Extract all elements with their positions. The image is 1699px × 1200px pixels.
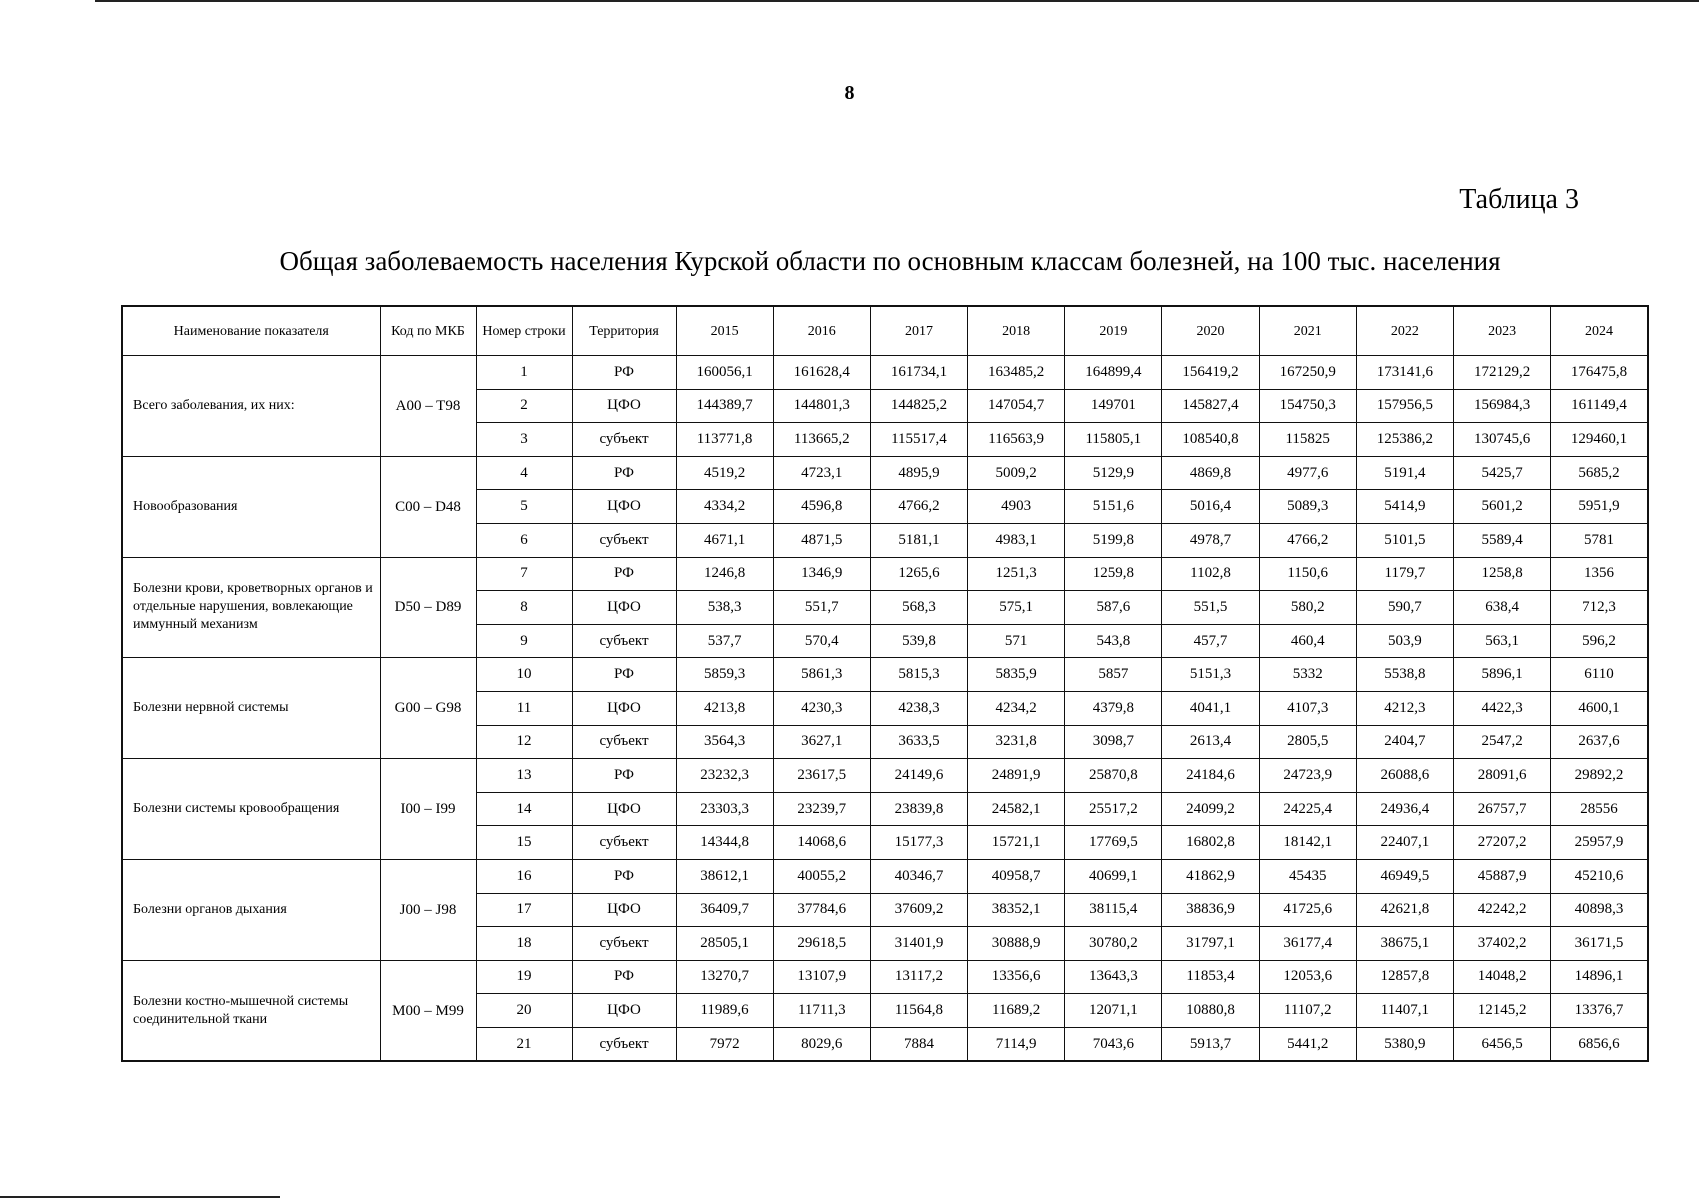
value-cell: 5332	[1259, 658, 1356, 692]
value-cell: 130745,6	[1454, 423, 1551, 457]
value-cell: 40346,7	[870, 859, 967, 893]
value-cell: 4213,8	[676, 691, 773, 725]
row-number: 6	[476, 523, 572, 557]
value-cell: 4983,1	[968, 523, 1065, 557]
value-cell: 17769,5	[1065, 826, 1162, 860]
value-cell: 28556	[1551, 792, 1648, 826]
value-cell: 29892,2	[1551, 759, 1648, 793]
value-cell: 1150,6	[1259, 557, 1356, 591]
header-year: 2015	[676, 306, 773, 356]
table-row	[122, 960, 1648, 994]
value-cell: 5896,1	[1454, 658, 1551, 692]
value-cell: 45210,6	[1551, 859, 1648, 893]
value-cell: 7884	[870, 1027, 967, 1061]
table-body	[122, 356, 1648, 1062]
value-cell: 537,7	[676, 624, 773, 658]
value-cell: 4723,1	[773, 456, 870, 490]
value-cell: 1356	[1551, 557, 1648, 591]
row-number: 14	[476, 792, 572, 826]
icd-code: J00 – J98	[380, 859, 476, 960]
value-cell: 5414,9	[1356, 490, 1453, 524]
value-cell: 36177,4	[1259, 927, 1356, 961]
row-number: 7	[476, 557, 572, 591]
header-territory: Территория	[572, 306, 676, 356]
indicator-name: Болезни органов дыхания	[122, 859, 380, 960]
value-cell: 12071,1	[1065, 994, 1162, 1028]
value-cell: 40958,7	[968, 859, 1065, 893]
value-cell: 28091,6	[1454, 759, 1551, 793]
value-cell: 115825	[1259, 423, 1356, 457]
value-cell: 538,3	[676, 591, 773, 625]
row-number: 9	[476, 624, 572, 658]
value-cell: 144801,3	[773, 389, 870, 423]
icd-code: G00 – G98	[380, 658, 476, 759]
territory: ЦФО	[572, 994, 676, 1028]
value-cell: 116563,9	[968, 423, 1065, 457]
scan-edge-bottom	[0, 1196, 280, 1198]
value-cell: 38836,9	[1162, 893, 1259, 927]
value-cell: 5601,2	[1454, 490, 1551, 524]
indicator-name: Болезни крови, кроветворных органов и отдельные нарушения, вовлекающие иммунный механизм	[122, 557, 380, 658]
value-cell: 712,3	[1551, 591, 1648, 625]
header-year: 2018	[968, 306, 1065, 356]
row-number: 19	[476, 960, 572, 994]
value-cell: 149701	[1065, 389, 1162, 423]
value-cell: 147054,7	[968, 389, 1065, 423]
value-cell: 4334,2	[676, 490, 773, 524]
value-cell: 45887,9	[1454, 859, 1551, 893]
value-cell: 29618,5	[773, 927, 870, 961]
value-cell: 36409,7	[676, 893, 773, 927]
table-row	[122, 859, 1648, 893]
table-row	[122, 456, 1648, 490]
value-cell: 1251,3	[968, 557, 1065, 591]
value-cell: 11711,3	[773, 994, 870, 1028]
table-row	[122, 658, 1648, 692]
value-cell: 161628,4	[773, 356, 870, 390]
value-cell: 3231,8	[968, 725, 1065, 759]
value-cell: 539,8	[870, 624, 967, 658]
value-cell: 5151,6	[1065, 490, 1162, 524]
value-cell: 4422,3	[1454, 691, 1551, 725]
value-cell: 4869,8	[1162, 456, 1259, 490]
indicator-name: Болезни нервной системы	[122, 658, 380, 759]
value-cell: 5815,3	[870, 658, 967, 692]
value-cell: 4041,1	[1162, 691, 1259, 725]
territory: ЦФО	[572, 792, 676, 826]
value-cell: 38612,1	[676, 859, 773, 893]
value-cell: 18142,1	[1259, 826, 1356, 860]
value-cell: 25517,2	[1065, 792, 1162, 826]
value-cell: 4379,8	[1065, 691, 1162, 725]
value-cell: 24225,4	[1259, 792, 1356, 826]
value-cell: 5441,2	[1259, 1027, 1356, 1061]
row-number: 2	[476, 389, 572, 423]
value-cell: 4212,3	[1356, 691, 1453, 725]
value-cell: 15177,3	[870, 826, 967, 860]
row-number: 1	[476, 356, 572, 390]
value-cell: 38115,4	[1065, 893, 1162, 927]
value-cell: 161149,4	[1551, 389, 1648, 423]
value-cell: 37784,6	[773, 893, 870, 927]
value-cell: 5861,3	[773, 658, 870, 692]
value-cell: 7043,6	[1065, 1027, 1162, 1061]
row-number: 18	[476, 927, 572, 961]
value-cell: 596,2	[1551, 624, 1648, 658]
territory: ЦФО	[572, 490, 676, 524]
value-cell: 164899,4	[1065, 356, 1162, 390]
value-cell: 5191,4	[1356, 456, 1453, 490]
value-cell: 5151,3	[1162, 658, 1259, 692]
value-cell: 113771,8	[676, 423, 773, 457]
value-cell: 41725,6	[1259, 893, 1356, 927]
territory: субъект	[572, 927, 676, 961]
value-cell: 16802,8	[1162, 826, 1259, 860]
value-cell: 37609,2	[870, 893, 967, 927]
territory: субъект	[572, 1027, 676, 1061]
value-cell: 13107,9	[773, 960, 870, 994]
value-cell: 575,1	[968, 591, 1065, 625]
value-cell: 3627,1	[773, 725, 870, 759]
value-cell: 45435	[1259, 859, 1356, 893]
value-cell: 1246,8	[676, 557, 773, 591]
value-cell: 4977,6	[1259, 456, 1356, 490]
value-cell: 5380,9	[1356, 1027, 1453, 1061]
header-year: 2016	[773, 306, 870, 356]
value-cell: 15721,1	[968, 826, 1065, 860]
value-cell: 571	[968, 624, 1065, 658]
row-number: 21	[476, 1027, 572, 1061]
value-cell: 46949,5	[1356, 859, 1453, 893]
value-cell: 23839,8	[870, 792, 967, 826]
value-cell: 23239,7	[773, 792, 870, 826]
value-cell: 145827,4	[1162, 389, 1259, 423]
value-cell: 3564,3	[676, 725, 773, 759]
value-cell: 31797,1	[1162, 927, 1259, 961]
value-cell: 161734,1	[870, 356, 967, 390]
table-label: Таблица 3	[1459, 184, 1579, 215]
icd-code: D50 – D89	[380, 557, 476, 658]
table-row	[122, 557, 1648, 591]
value-cell: 5425,7	[1454, 456, 1551, 490]
value-cell: 587,6	[1065, 591, 1162, 625]
table-row	[122, 759, 1648, 793]
value-cell: 1102,8	[1162, 557, 1259, 591]
value-cell: 1179,7	[1356, 557, 1453, 591]
indicator-name: Новообразования	[122, 456, 380, 557]
icd-code: C00 – D48	[380, 456, 476, 557]
value-cell: 24891,9	[968, 759, 1065, 793]
row-number: 13	[476, 759, 572, 793]
row-number: 10	[476, 658, 572, 692]
row-number: 8	[476, 591, 572, 625]
row-number: 12	[476, 725, 572, 759]
value-cell: 551,7	[773, 591, 870, 625]
value-cell: 5589,4	[1454, 523, 1551, 557]
page-number: 8	[844, 82, 855, 104]
value-cell: 5857	[1065, 658, 1162, 692]
value-cell: 25870,8	[1065, 759, 1162, 793]
value-cell: 40055,2	[773, 859, 870, 893]
territory: РФ	[572, 456, 676, 490]
territory: ЦФО	[572, 691, 676, 725]
value-cell: 12145,2	[1454, 994, 1551, 1028]
territory: РФ	[572, 557, 676, 591]
value-cell: 26088,6	[1356, 759, 1453, 793]
value-cell: 2613,4	[1162, 725, 1259, 759]
value-cell: 24149,6	[870, 759, 967, 793]
indicator-name: Всего заболевания, их них:	[122, 356, 380, 457]
header-year: 2020	[1162, 306, 1259, 356]
value-cell: 30780,2	[1065, 927, 1162, 961]
value-cell: 638,4	[1454, 591, 1551, 625]
value-cell: 4234,2	[968, 691, 1065, 725]
icd-code: M00 – M99	[380, 960, 476, 1061]
document-title: Общая заболеваемость населения Курской области по основным классам болезней, на 100 тыс. населения	[279, 246, 1501, 276]
value-cell: 4903	[968, 490, 1065, 524]
scan-edge-top	[95, 0, 1699, 2]
value-cell: 31401,9	[870, 927, 967, 961]
territory: субъект	[572, 523, 676, 557]
header-year: 2019	[1065, 306, 1162, 356]
morbidity-table	[121, 305, 1649, 1062]
value-cell: 4230,3	[773, 691, 870, 725]
header-code: Код по МКБ	[380, 306, 476, 356]
value-cell: 457,7	[1162, 624, 1259, 658]
value-cell: 108540,8	[1162, 423, 1259, 457]
value-cell: 4519,2	[676, 456, 773, 490]
value-cell: 2805,5	[1259, 725, 1356, 759]
value-cell: 156419,2	[1162, 356, 1259, 390]
value-cell: 7114,9	[968, 1027, 1065, 1061]
value-cell: 4596,8	[773, 490, 870, 524]
value-cell: 160056,1	[676, 356, 773, 390]
value-cell: 42621,8	[1356, 893, 1453, 927]
value-cell: 42242,2	[1454, 893, 1551, 927]
value-cell: 5181,1	[870, 523, 967, 557]
header-name: Наименование показателя	[122, 306, 380, 356]
value-cell: 30888,9	[968, 927, 1065, 961]
value-cell: 5951,9	[1551, 490, 1648, 524]
value-cell: 144389,7	[676, 389, 773, 423]
value-cell: 4895,9	[870, 456, 967, 490]
value-cell: 5009,2	[968, 456, 1065, 490]
territory: субъект	[572, 624, 676, 658]
value-cell: 156984,3	[1454, 389, 1551, 423]
value-cell: 5835,9	[968, 658, 1065, 692]
value-cell: 1265,6	[870, 557, 967, 591]
value-cell: 1258,8	[1454, 557, 1551, 591]
value-cell: 5016,4	[1162, 490, 1259, 524]
row-number: 16	[476, 859, 572, 893]
value-cell: 4766,2	[870, 490, 967, 524]
territory: субъект	[572, 826, 676, 860]
value-cell: 38675,1	[1356, 927, 1453, 961]
value-cell: 2404,7	[1356, 725, 1453, 759]
value-cell: 13117,2	[870, 960, 967, 994]
indicator-name: Болезни костно-мышечной системы соединительной ткани	[122, 960, 380, 1061]
value-cell: 7972	[676, 1027, 773, 1061]
value-cell: 40699,1	[1065, 859, 1162, 893]
value-cell: 568,3	[870, 591, 967, 625]
value-cell: 551,5	[1162, 591, 1259, 625]
value-cell: 563,1	[1454, 624, 1551, 658]
value-cell: 4238,3	[870, 691, 967, 725]
value-cell: 24723,9	[1259, 759, 1356, 793]
value-cell: 173141,6	[1356, 356, 1453, 390]
header-year: 2021	[1259, 306, 1356, 356]
value-cell: 14048,2	[1454, 960, 1551, 994]
value-cell: 5101,5	[1356, 523, 1453, 557]
value-cell: 23617,5	[773, 759, 870, 793]
value-cell: 25957,9	[1551, 826, 1648, 860]
value-cell: 14896,1	[1551, 960, 1648, 994]
value-cell: 12053,6	[1259, 960, 1356, 994]
row-number: 4	[476, 456, 572, 490]
territory: РФ	[572, 356, 676, 390]
value-cell: 37402,2	[1454, 927, 1551, 961]
value-cell: 4671,1	[676, 523, 773, 557]
value-cell: 144825,2	[870, 389, 967, 423]
row-number: 5	[476, 490, 572, 524]
value-cell: 14344,8	[676, 826, 773, 860]
value-cell: 5859,3	[676, 658, 773, 692]
value-cell: 22407,1	[1356, 826, 1453, 860]
row-number: 11	[476, 691, 572, 725]
value-cell: 4978,7	[1162, 523, 1259, 557]
value-cell: 5781	[1551, 523, 1648, 557]
value-cell: 1259,8	[1065, 557, 1162, 591]
territory: РФ	[572, 859, 676, 893]
value-cell: 5129,9	[1065, 456, 1162, 490]
value-cell: 113665,2	[773, 423, 870, 457]
value-cell: 3098,7	[1065, 725, 1162, 759]
territory: РФ	[572, 960, 676, 994]
value-cell: 172129,2	[1454, 356, 1551, 390]
row-number: 17	[476, 893, 572, 927]
indicator-name: Болезни системы кровообращения	[122, 759, 380, 860]
value-cell: 36171,5	[1551, 927, 1648, 961]
header-row-number: Номер строки	[476, 306, 572, 356]
value-cell: 590,7	[1356, 591, 1453, 625]
value-cell: 6856,6	[1551, 1027, 1648, 1061]
value-cell: 167250,9	[1259, 356, 1356, 390]
header-year: 2024	[1551, 306, 1648, 356]
value-cell: 24936,4	[1356, 792, 1453, 826]
territory: ЦФО	[572, 591, 676, 625]
value-cell: 11564,8	[870, 994, 967, 1028]
territory: субъект	[572, 423, 676, 457]
value-cell: 1346,9	[773, 557, 870, 591]
value-cell: 5089,3	[1259, 490, 1356, 524]
table-row	[122, 356, 1648, 390]
value-cell: 23232,3	[676, 759, 773, 793]
value-cell: 580,2	[1259, 591, 1356, 625]
territory: РФ	[572, 759, 676, 793]
value-cell: 11853,4	[1162, 960, 1259, 994]
value-cell: 11989,6	[676, 994, 773, 1028]
value-cell: 4600,1	[1551, 691, 1648, 725]
value-cell: 13356,6	[968, 960, 1065, 994]
row-number: 20	[476, 994, 572, 1028]
value-cell: 13270,7	[676, 960, 773, 994]
value-cell: 157956,5	[1356, 389, 1453, 423]
value-cell: 26757,7	[1454, 792, 1551, 826]
value-cell: 570,4	[773, 624, 870, 658]
value-cell: 5913,7	[1162, 1027, 1259, 1061]
value-cell: 115517,4	[870, 423, 967, 457]
row-number: 3	[476, 423, 572, 457]
value-cell: 13376,7	[1551, 994, 1648, 1028]
header-year: 2022	[1356, 306, 1453, 356]
row-number: 15	[476, 826, 572, 860]
value-cell: 40898,3	[1551, 893, 1648, 927]
value-cell: 10880,8	[1162, 994, 1259, 1028]
value-cell: 6110	[1551, 658, 1648, 692]
value-cell: 163485,2	[968, 356, 1065, 390]
value-cell: 8029,6	[773, 1027, 870, 1061]
header-year: 2017	[870, 306, 967, 356]
value-cell: 4107,3	[1259, 691, 1356, 725]
value-cell: 12857,8	[1356, 960, 1453, 994]
territory: субъект	[572, 725, 676, 759]
value-cell: 115805,1	[1065, 423, 1162, 457]
value-cell: 6456,5	[1454, 1027, 1551, 1061]
value-cell: 2637,6	[1551, 725, 1648, 759]
icd-code: I00 – I99	[380, 759, 476, 860]
value-cell: 176475,8	[1551, 356, 1648, 390]
value-cell: 11689,2	[968, 994, 1065, 1028]
value-cell: 11107,2	[1259, 994, 1356, 1028]
value-cell: 27207,2	[1454, 826, 1551, 860]
value-cell: 4766,2	[1259, 523, 1356, 557]
territory: РФ	[572, 658, 676, 692]
value-cell: 2547,2	[1454, 725, 1551, 759]
value-cell: 129460,1	[1551, 423, 1648, 457]
territory: ЦФО	[572, 893, 676, 927]
value-cell: 23303,3	[676, 792, 773, 826]
value-cell: 24582,1	[968, 792, 1065, 826]
value-cell: 28505,1	[676, 927, 773, 961]
value-cell: 5685,2	[1551, 456, 1648, 490]
value-cell: 24184,6	[1162, 759, 1259, 793]
value-cell: 11407,1	[1356, 994, 1453, 1028]
value-cell: 503,9	[1356, 624, 1453, 658]
icd-code: A00 – T98	[380, 356, 476, 457]
value-cell: 41862,9	[1162, 859, 1259, 893]
value-cell: 3633,5	[870, 725, 967, 759]
header-row	[122, 306, 1648, 356]
value-cell: 154750,3	[1259, 389, 1356, 423]
value-cell: 5199,8	[1065, 523, 1162, 557]
value-cell: 14068,6	[773, 826, 870, 860]
header-year: 2023	[1454, 306, 1551, 356]
value-cell: 543,8	[1065, 624, 1162, 658]
value-cell: 24099,2	[1162, 792, 1259, 826]
value-cell: 13643,3	[1065, 960, 1162, 994]
value-cell: 5538,8	[1356, 658, 1453, 692]
value-cell: 4871,5	[773, 523, 870, 557]
value-cell: 38352,1	[968, 893, 1065, 927]
territory: ЦФО	[572, 389, 676, 423]
value-cell: 125386,2	[1356, 423, 1453, 457]
value-cell: 460,4	[1259, 624, 1356, 658]
